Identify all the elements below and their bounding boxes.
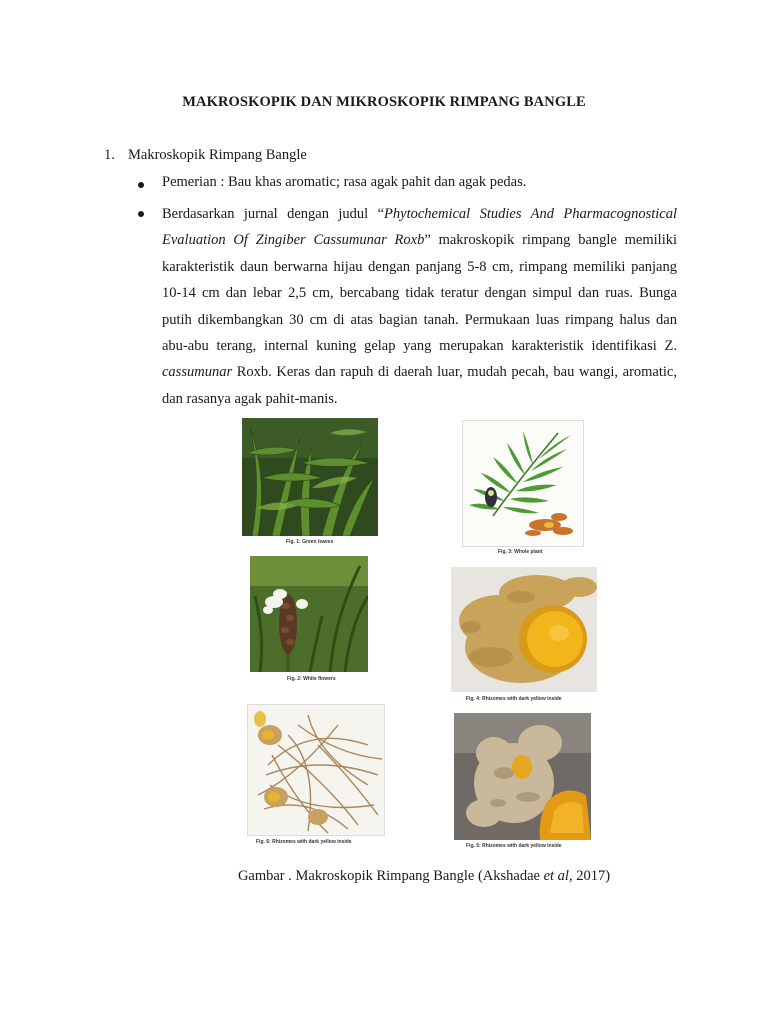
- figure-caption: Fig. 6: Rhizomes with dark yellow inside: [256, 839, 352, 845]
- figure-caption: Fig. 4: Rhizomes with dark yellow inside: [466, 696, 562, 702]
- caption-etal: et al: [543, 868, 569, 884]
- section-number: 1.: [104, 147, 115, 163]
- figure-white-flowers: [250, 556, 368, 672]
- species-name: cassumunar: [162, 364, 233, 381]
- section-heading: [104, 147, 307, 164]
- bullet-text: Pemerian : Bau khas aromatic; rasa agak pahit dan agak pedas.: [162, 174, 527, 190]
- figure-green-leaves: [242, 418, 378, 536]
- figure-rhizome-cut: [451, 567, 597, 692]
- rhizome-cut-image: [451, 567, 597, 692]
- green-leaves-image: [242, 418, 378, 536]
- caption-text: Gambar . Makroskopik Rimpang Bangle (Akshadae: [237, 868, 544, 884]
- caption-suffix: , 2017): [568, 868, 611, 884]
- paragraph-prefix: Berdasarkan jurnal dengan judul “: [162, 206, 385, 222]
- rhizome-broken-image: [454, 713, 591, 840]
- paragraph-suffix: Roxb. Keras dan rapuh di daerah luar, mudah pecah, bau wangi, aromatic, dan rasanya agak pahit-manis.: [162, 364, 677, 407]
- figure-group-caption: [0, 868, 768, 885]
- bullet-dot: [138, 182, 144, 188]
- page-title: MAKROSKOPIK DAN MIKROSKOPIK RIMPANG BANGLE: [182, 94, 586, 110]
- figure-caption: Fig. 3: Whole plant: [498, 549, 543, 555]
- section-title: Makroskopik Rimpang Bangle: [128, 147, 307, 163]
- white-flowers-image: [250, 556, 368, 672]
- whole-plant-image: [463, 421, 583, 546]
- figure-rhizome-broken: [454, 713, 591, 840]
- paragraph-body: ” makroskopik rimpang bangle memiliki karakteristik daun berwarna hijau dengan panjang 5-8 cm, rimpang memiliki panjang 10-14 cm dan lebar 2,5 cm, bercabang tidak teratur dengan simpul dan ruas. Bunga putih dikembangkan 30 cm di atas bagian tanah. Permukaan luas rimpang halus dan abu-abu terang, internal kuning gelap yang merupakan karakteristik identifikasi Z.: [162, 232, 677, 355]
- bullet-dot: [138, 211, 144, 217]
- bullet-paragraph: [162, 201, 677, 412]
- rhizome-roots-image: [248, 705, 384, 835]
- figure-caption: Fig. 5: Rhizomes with dark yellow inside: [466, 843, 562, 849]
- journal-title: Phytochemical Studies And Pharmacognostical Evaluation Of Zingiber Cassumunar Roxb: [162, 206, 677, 249]
- figure-caption: Fig. 1: Green leaves: [286, 539, 334, 545]
- figure-rhizome-roots: [247, 704, 385, 836]
- figure-whole-plant: [462, 420, 584, 547]
- figure-caption: Fig. 2: White flowers: [287, 676, 336, 682]
